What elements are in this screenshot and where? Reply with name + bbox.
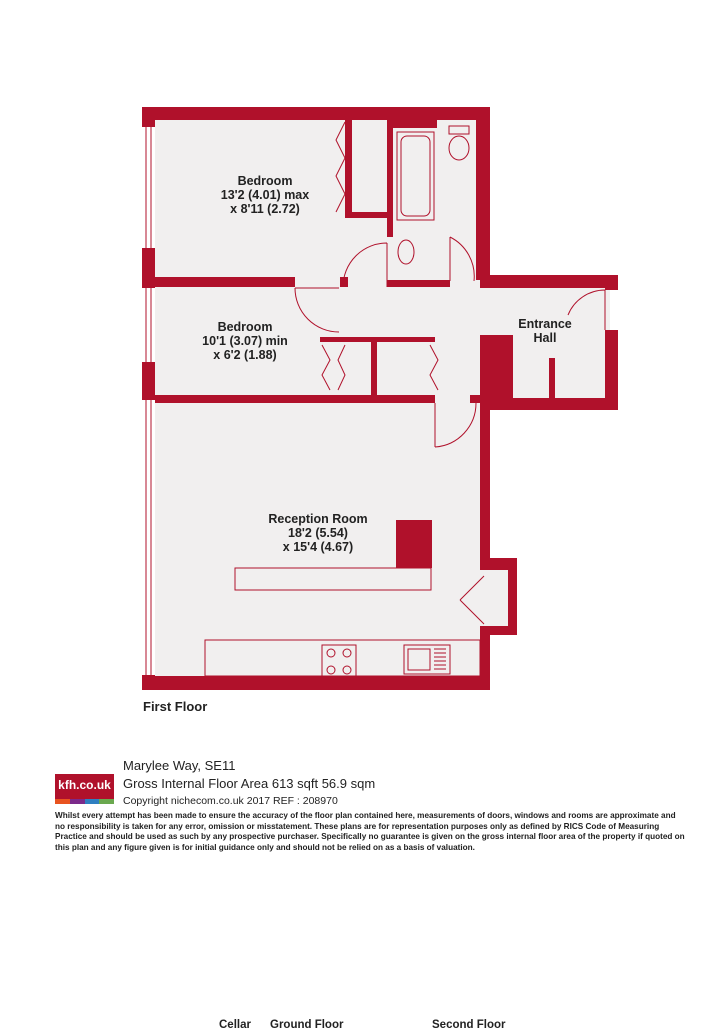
room-dimension: x 6'2 (1.88) bbox=[213, 348, 277, 362]
room-dimension: 18'2 (5.54) bbox=[288, 526, 348, 540]
room-dimension: x 8'11 (2.72) bbox=[230, 202, 300, 216]
floor-label: First Floor bbox=[143, 699, 208, 714]
room-name: Hall bbox=[533, 331, 557, 345]
room-label-hall bbox=[505, 317, 585, 345]
room-name: Reception Room bbox=[268, 512, 368, 526]
kfh-logo bbox=[55, 774, 114, 804]
room-dimension: x 15'4 (4.67) bbox=[282, 540, 354, 554]
windows bbox=[146, 127, 151, 675]
logo-stripe bbox=[99, 799, 114, 804]
room-name: Bedroom bbox=[237, 174, 293, 188]
disclaimer: Whilst every attempt has been made to ensure the accuracy of the floor plan contained here, measurements of doors, windows and rooms are approximate and no responsibility is taken for any error, omission or misstatement. These plans are for representation purposes only as defined by RICS Code of Measuring Practice and should be used as such by any prospective purchaser. Specifically no guarantee is given on the gross internal floor area of the property if quoted on this plan and any figure given is for initial guidance only and should not be relied on as a basis of valuation. bbox=[55, 811, 685, 852]
room-dimension: 10'1 (3.07) min bbox=[202, 334, 288, 348]
room-label-bedroom1 bbox=[195, 174, 335, 216]
room-dimension: 13'2 (4.01) max bbox=[220, 188, 310, 202]
logo-stripes bbox=[55, 799, 114, 804]
room-name: Entrance bbox=[518, 317, 572, 331]
room-label-bedroom2 bbox=[175, 320, 315, 362]
room-label-reception bbox=[243, 512, 393, 554]
logo-stripe bbox=[70, 799, 85, 804]
logo-text: kfh.co.uk bbox=[58, 778, 111, 792]
floor-area: Gross Internal Floor Area 613 sqft 56.9 sqm bbox=[123, 776, 376, 791]
logo-stripe bbox=[55, 799, 70, 804]
room-name: Bedroom bbox=[217, 320, 273, 334]
tab-ground-floor[interactable]: Ground Floor bbox=[270, 1019, 344, 1031]
copyright: Copyright nichecom.co.uk 2017 REF : 208970 bbox=[123, 795, 338, 807]
tab-cellar[interactable]: Cellar bbox=[219, 1019, 251, 1031]
logo-stripe bbox=[85, 799, 100, 804]
tab-second-floor[interactable]: Second Floor bbox=[432, 1019, 506, 1031]
address: Marylee Way, SE11 bbox=[123, 758, 236, 773]
